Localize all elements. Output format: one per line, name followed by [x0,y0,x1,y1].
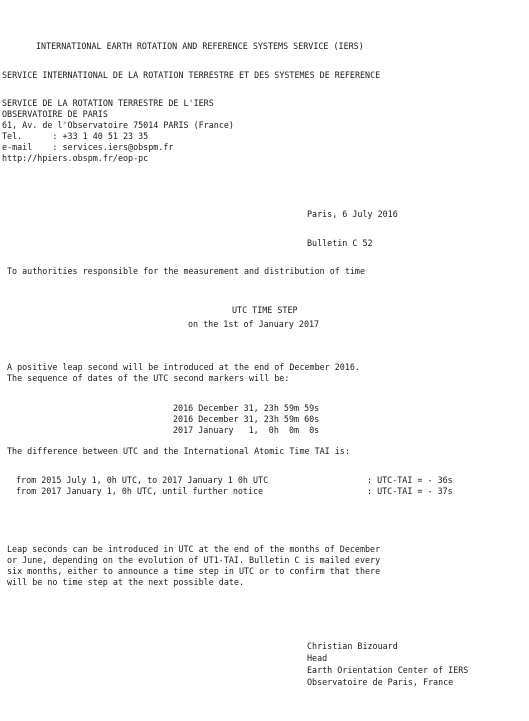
place-date: Paris, 6 July 2016 [307,209,398,219]
sender-phone: Tel. : +33 1 40 51 23 35 [2,131,149,141]
tai-value: : UTC-TAI = - 36s [367,475,453,485]
header-title-en: INTERNATIONAL EARTH ROTATION AND REFERENCE SYSTEMS SERVICE (IERS) [36,41,364,51]
sender-email: e-mail : services.iers@obspm.fr [2,142,174,152]
closing-line: Leap seconds can be introduced in UTC at the end of the months of December [7,544,381,554]
tai-period: from 2017 January 1, 0h UTC, until further notice [16,486,264,496]
subject-date: on the 1st of January 2017 [188,319,320,329]
second-marker: 2016 December 31, 23h 59m 60s [173,414,320,424]
intro-line: The sequence of dates of the UTC second markers will be: [7,373,290,383]
header-title-fr: SERVICE INTERNATIONAL DE LA ROTATION TERRESTRE ET DES SYSTEMES DE REFERENCE [2,70,381,80]
signature-org: Earth Orientation Center of IERS [307,665,469,675]
sender-line: OBSERVATOIRE DE PARIS [2,109,108,119]
signature-institution: Observatoire de Paris, France [307,677,454,687]
addressee: To authorities responsible for the measurement and distribution of time [7,266,365,276]
sender-address: 61, Av. de l'Observatoire 75014 PARIS (France) [2,120,234,130]
bulletin-number: Bulletin C 52 [307,238,373,248]
second-marker: 2017 January 1, 0h 0m 0s [173,425,320,435]
sender-website: http://hpiers.obspm.fr/eop-pc [2,153,149,163]
second-marker: 2016 December 31, 23h 59m 59s [173,403,320,413]
sender-line: SERVICE DE LA ROTATION TERRESTRE DE L'IERS [2,98,214,108]
signature-role: Head [307,653,328,663]
closing-line: will be no time step at the next possible date. [7,577,244,587]
signature-name: Christian Bizouard [307,641,398,651]
intro-line: A positive leap second will be introduced at the end of December 2016. [7,362,360,372]
closing-line: or June, depending on the evolution of UT1-TAI. Bulletin C is mailed every [7,555,381,565]
tai-intro: The difference between UTC and the International Atomic Time TAI is: [7,446,350,456]
tai-value: : UTC-TAI = - 37s [367,486,453,496]
subject-title: UTC TIME STEP [232,305,298,315]
closing-line: six months, either to announce a time step in UTC or to confirm that there [7,566,381,576]
tai-period: from 2015 July 1, 0h UTC, to 2017 January 1 0h UTC [16,475,269,485]
